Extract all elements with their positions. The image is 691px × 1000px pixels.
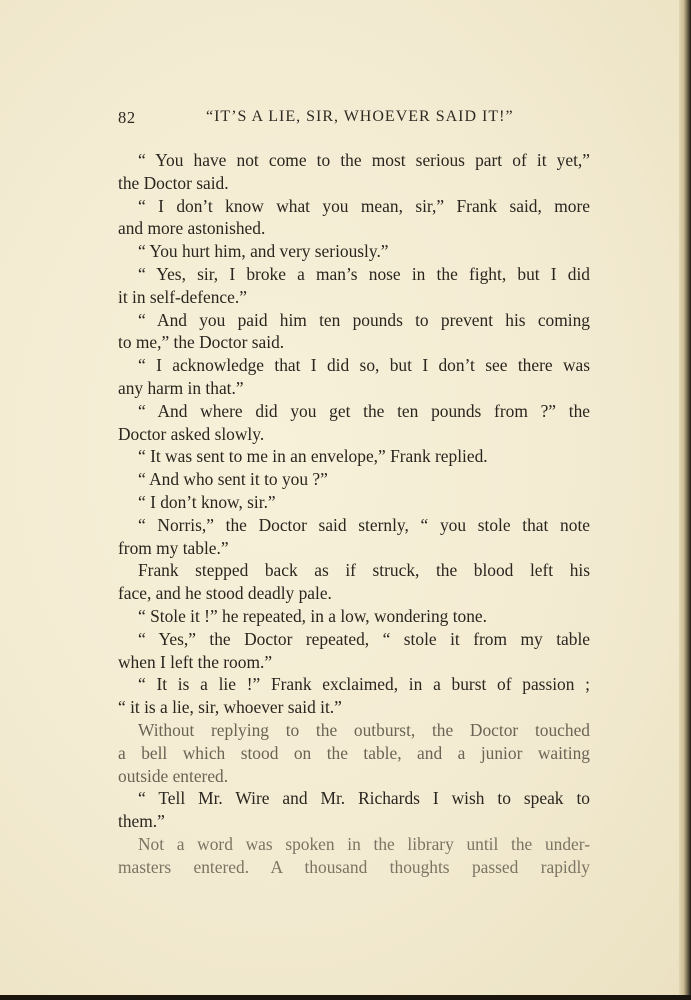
text-line: “ And where did you get the ten pounds from ?” the — [138, 400, 590, 421]
text-line: “ Yes, sir, I broke a man’s nose in the fight, but I did — [138, 263, 590, 284]
text-line: “ it is a lie, sir, whoever said it.” — [118, 697, 342, 718]
text-line: any harm in that.” — [118, 377, 244, 398]
text-line: “ I don’t know, sir.” — [138, 491, 276, 512]
body-text — [118, 149, 590, 879]
text-line: “ Stole it !” he repeated, in a low, wondering tone. — [138, 605, 487, 626]
text-line: “ Norris,” the Doctor said sternly, “ you stole that note — [138, 514, 590, 535]
text-line: from my table.” — [118, 537, 229, 558]
text-line: “ Tell Mr. Wire and Mr. Richards I wish to speak to — [138, 788, 590, 809]
text-line: and more astonished. — [118, 218, 266, 239]
text-line: a bell which stood on the table, and a junior waiting — [118, 742, 590, 763]
text-line: “ I don’t know what you mean, sir,” Frank said, more — [138, 195, 590, 216]
text-line: to me,” the Doctor said. — [118, 332, 285, 353]
text-line: Not a word was spoken in the library until the under- — [138, 833, 590, 854]
text-line: “ Yes,” the Doctor repeated, “ stole it from my table — [138, 628, 590, 649]
text-line: “ And you paid him ten pounds to prevent his coming — [138, 309, 590, 330]
text-line: outside entered. — [118, 765, 229, 786]
page-edge-shadow — [679, 0, 691, 1000]
page-number: 82 — [118, 108, 136, 127]
text-line: “ It is a lie !” Frank exclaimed, in a burst of passion ; — [138, 674, 590, 695]
text-line: Frank stepped back as if struck, the blood left his — [138, 560, 590, 581]
text-line: “ And who sent it to you ?” — [138, 469, 328, 490]
text-line: “ You hurt him, and very seriously.” — [138, 241, 389, 262]
text-line: face, and he stood deadly pale. — [118, 583, 332, 604]
text-line: Doctor asked slowly. — [118, 423, 265, 444]
running-title: “IT’S A LIE, SIR, WHOEVER SAID IT!” — [206, 108, 514, 125]
text-line: it in self-defence.” — [118, 286, 247, 307]
text-line: the Doctor said. — [118, 172, 229, 193]
text-line: masters entered. A thousand thoughts passed rapidly — [118, 856, 590, 877]
text-line: when I left the room.” — [118, 651, 273, 672]
text-line: “ I acknowledge that I did so, but I don’t see there was — [138, 355, 590, 376]
text-line: them.” — [118, 811, 165, 832]
text-line: Without replying to the outburst, the Doctor touched — [138, 719, 590, 740]
text-line: “ You have not come to the most serious part of it yet,” — [138, 150, 590, 170]
page-bottom-border — [0, 995, 691, 1000]
text-line: “ It was sent to me in an envelope,” Frank replied. — [138, 446, 488, 467]
